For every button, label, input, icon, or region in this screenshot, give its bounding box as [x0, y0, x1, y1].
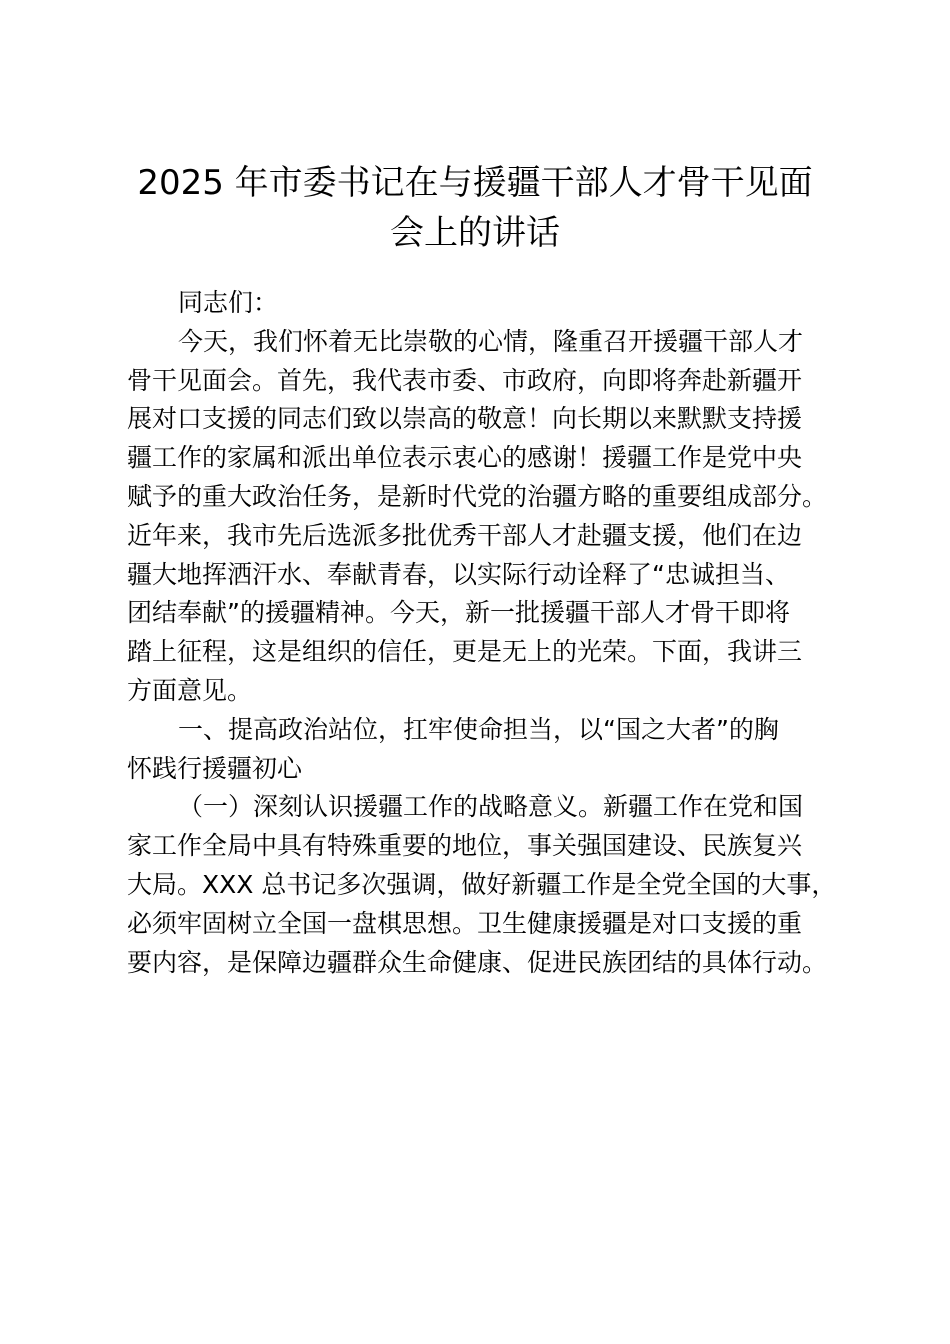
- paragraph-line: 团结奉献”的援疆精神。今天，新一批援疆干部人才骨干即将: [127, 598, 790, 628]
- paragraph-line: 怀践行援疆初心: [127, 753, 303, 783]
- paragraph-line: 展对口支援的同志们致以崇高的敬意！向长期以来默默支持援: [127, 404, 803, 434]
- paragraph-line: 方面意见。: [127, 675, 253, 705]
- paragraph-line: 骨干见面会。首先，我代表市委、市政府，向即将奔赴新疆开: [127, 365, 803, 395]
- paragraph-line: 家工作全局中具有特殊重要的地位，事关强国建设、民族复兴: [127, 831, 803, 861]
- document-body: [127, 284, 837, 982]
- paragraph-line: 疆工作的家属和派出单位表示衷心的感谢！援疆工作是党中央: [127, 443, 803, 473]
- title-line-2: 会上的讲话: [390, 213, 560, 253]
- paragraph-line: （一）深刻认识援疆工作的战略意义。新疆工作在党和国: [178, 792, 804, 822]
- document-title: [60, 158, 890, 258]
- paragraph-line: 疆大地挥洒汗水、奉献青春，以实际行动诠释了“忠诚担当、: [127, 559, 790, 589]
- paragraph-line: 同志们：: [178, 288, 279, 317]
- paragraph-line: 要内容，是保障边疆群众生命健康、促进民族团结的具体行动。: [127, 947, 828, 977]
- paragraph-line: 踏上征程，这是组织的信任，更是无上的光荣。下面，我讲三: [127, 637, 803, 667]
- paragraph-line: 赋予的重大政治任务，是新时代党的治疆方略的重要组成部分。: [127, 481, 828, 511]
- title-line-1: 2025 年市委书记在与援疆干部人才骨干见面: [137, 163, 813, 203]
- paragraph-line: 近年来，我市先后选派多批优秀干部人才赴疆支援，他们在边: [127, 520, 803, 550]
- paragraph-line: 必须牢固树立全国一盘棋思想。卫生健康援疆是对口支援的重: [127, 908, 803, 938]
- paragraph-line: 一、提高政治站位，扛牢使命担当，以“国之大者”的胸: [178, 714, 779, 744]
- paragraph-line: 今天，我们怀着无比崇敬的心情，隆重召开援疆干部人才: [178, 326, 804, 356]
- paragraph-line: 大局。XXX 总书记多次强调，做好新疆工作是全党全国的大事，: [127, 869, 837, 899]
